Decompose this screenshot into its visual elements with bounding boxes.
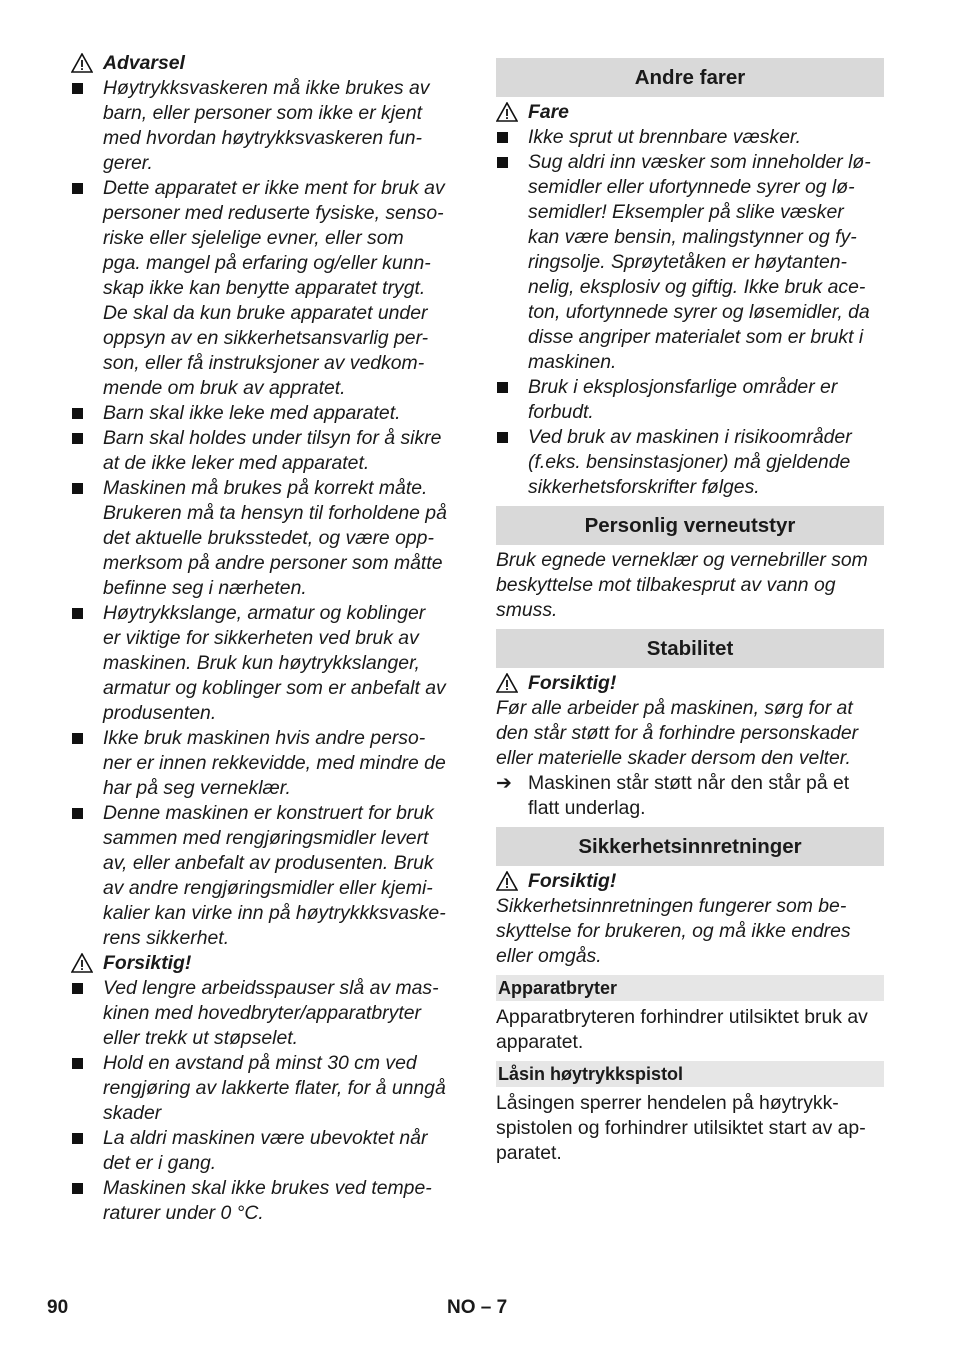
bullet-text (103, 601, 461, 726)
bullet-text (103, 976, 461, 1051)
bullet-text (103, 176, 461, 401)
bullet-item (71, 76, 461, 176)
warning-list (71, 76, 461, 951)
text-line: Høytrykksvaskeren må ikke brukes av (103, 77, 430, 99)
text-line: gerer. (103, 152, 153, 174)
warning-header (496, 100, 884, 125)
text-line: semidler eller ufortynnede syrer og lø- (528, 176, 855, 198)
text-line: maskinen. (528, 351, 617, 373)
square-bullet-icon (72, 983, 83, 994)
bullet-item (71, 801, 461, 951)
square-bullet-icon (72, 1058, 83, 1069)
warning-title: Fare (528, 101, 569, 123)
square-bullet-icon (72, 1133, 83, 1144)
text-line: befinne seg i nærheten. (103, 577, 307, 599)
bullet-item (71, 1176, 461, 1226)
square-bullet-icon (497, 157, 508, 168)
bullet-text (103, 726, 461, 801)
text-line: sikkerhetsforskrifter følges. (528, 476, 760, 498)
warning-header (71, 51, 461, 76)
text-line: rengjøring av lakkerte flater, for å unngå (103, 1077, 446, 1099)
bullet-item (496, 425, 884, 500)
text-line: pga. mangel på erfaring og/eller kunn- (103, 252, 431, 274)
text-line: rens sikkerhet. (103, 927, 230, 949)
bullet-item (71, 176, 461, 401)
bullet-text (103, 1051, 461, 1126)
warning-header (496, 671, 884, 696)
text-line: disse angriper materialet som er brukt i (528, 326, 864, 348)
text-line: det aktuelle bruksstedet, og være opp- (103, 527, 434, 549)
bullet-text (103, 1126, 461, 1176)
bullet-text (103, 1176, 461, 1226)
text-line: det er i gang. (103, 1152, 217, 1174)
text-line: den står støtt for å forhindre personskader (496, 722, 859, 744)
text-line: skyttelse for brukeren, og må ikke endres (496, 920, 851, 942)
text-line: Ikke bruk maskinen hvis andre perso- (103, 727, 426, 749)
square-bullet-icon (72, 608, 83, 619)
text-line: Bruk i eksplosjonsfarlige områder er (528, 376, 838, 398)
bullet-item (71, 426, 461, 476)
bullet-item (496, 375, 884, 425)
danger-list (496, 125, 884, 500)
text-line: Dette apparatet er ikke ment for bruk av (103, 177, 445, 199)
text-line: oppsyn av en sikkerhetsansvarlig per- (103, 327, 429, 349)
square-bullet-icon (72, 733, 83, 744)
paragraph (496, 1005, 884, 1055)
text-line: barn, eller personer som ikke er kjent (103, 102, 423, 124)
square-bullet-icon (72, 1183, 83, 1194)
text-line: sammen med rengjøringsmidler levert (103, 827, 429, 849)
text-line: Maskinen skal ikke brukes ved tempe- (103, 1177, 432, 1199)
right-column (496, 58, 884, 1166)
text-line: beskyttelse mot tilbakesprut av vann og (496, 574, 836, 596)
section-heading-stabilitet: Stabilitet (496, 629, 884, 668)
bullet-item (71, 601, 461, 726)
text-line: kinen med hovedbryter/apparatbryter (103, 1002, 421, 1024)
bullet-item (496, 125, 884, 150)
text-line: De skal da kun bruke apparatet under (103, 302, 428, 324)
text-line: at de ikke leker med apparatet. (103, 452, 370, 474)
bullet-text (103, 476, 461, 601)
warning-header (71, 951, 461, 976)
bullet-item (496, 150, 884, 375)
bullet-item (71, 401, 461, 426)
text-line: personer med reduserte fysiske, senso- (103, 202, 444, 224)
bullet-item (71, 1126, 461, 1176)
text-line: Maskinen må brukes på korrekt måte. (103, 477, 428, 499)
bullet-text (528, 150, 884, 375)
text-line: forbudt. (528, 401, 594, 423)
warning-triangle-icon (496, 871, 518, 891)
bullet-text (103, 801, 461, 951)
text-line: Barn skal ikke leke med apparatet. (103, 402, 401, 424)
text-line: flatt underlag. (528, 797, 646, 819)
bullet-text (103, 401, 461, 426)
section-label: NO – 7 (447, 1297, 508, 1318)
text-line: av, eller anbefalt av produsenten. Bruk (103, 852, 434, 874)
text-line: paratet. (496, 1142, 562, 1164)
caution-list (71, 976, 461, 1226)
square-bullet-icon (72, 183, 83, 194)
text-line: skader (103, 1102, 162, 1124)
text-line: Sikkerhetsinnretningen fungerer som be- (496, 895, 847, 917)
square-bullet-icon (72, 433, 83, 444)
paragraph (496, 1091, 884, 1166)
text-line: skap ikke kan benytte apparatet trygt. (103, 277, 426, 299)
square-bullet-icon (497, 382, 508, 393)
text-line: ner er innen rekkevidde, med mindre de (103, 752, 446, 774)
text-line: Ved bruk av maskinen i risikoområder (528, 426, 852, 448)
text-line: Denne maskinen er konstruert for bruk (103, 802, 434, 824)
text-line: eller omgås. (496, 945, 602, 967)
text-line: semidler! Eksempler på slike væsker (528, 201, 844, 223)
bullet-item (71, 976, 461, 1051)
text-line: med hvordan høytrykksvaskeren fun- (103, 127, 422, 149)
bullet-text (528, 425, 884, 500)
warning-title: Forsiktig! (528, 672, 617, 694)
text-line: apparatet. (496, 1031, 584, 1053)
text-line: kalier kan virke inn på høytrykkksvaske- (103, 902, 446, 924)
warning-triangle-icon (71, 953, 93, 973)
text-line: merksom på andre personer som måtte (103, 552, 443, 574)
text-line: Høytrykkslange, armatur og koblinger (103, 602, 426, 624)
text-line: (f.eks. bensinstasjoner) må gjeldende (528, 451, 851, 473)
warning-title: Advarsel (103, 52, 185, 74)
bullet-text (528, 125, 884, 150)
text-line: eller trekk ut støpselet. (103, 1027, 299, 1049)
text-line: er viktige for sikkerheten ved bruk av (103, 627, 419, 649)
text-line: har på seg verneklær. (103, 777, 291, 799)
text-line: Apparatbryteren forhindrer utilsiktet bruk av (496, 1006, 868, 1028)
arrow-item (496, 771, 884, 821)
text-line: produsenten. (103, 702, 217, 724)
text-line: Hold en avstand på minst 30 cm ved (103, 1052, 417, 1074)
bullet-text (103, 426, 461, 476)
text-line: mende om bruk av appratet. (103, 377, 346, 399)
text-line: ringsolje. Sprøytetåken er høytanten- (528, 251, 848, 273)
warning-triangle-icon (71, 53, 93, 73)
text-line: Barn skal holdes under tilsyn for å sikre (103, 427, 442, 449)
paragraph (496, 548, 884, 623)
square-bullet-icon (72, 808, 83, 819)
text-line: nelig, eksplosiv og giftig. Ikke bruk ace- (528, 276, 866, 298)
subheading-apparatbryter: Apparatbryter (496, 975, 884, 1001)
section-heading-andre-farer: Andre farer (496, 58, 884, 97)
text-line: smuss. (496, 599, 558, 621)
bullet-item (71, 476, 461, 601)
square-bullet-icon (72, 483, 83, 494)
bullet-item (71, 1051, 461, 1126)
text-line: av andre rengjøringsmidler eller kjemi- (103, 877, 433, 899)
page-number: 90 (47, 1297, 69, 1318)
warning-title: Forsiktig! (103, 952, 192, 974)
text-line: eller materielle skader dersom den velter. (496, 747, 851, 769)
text-line: spistolen og forhindrer utilsiktet start av ap- (496, 1117, 866, 1139)
text-line: Før alle arbeider på maskinen, sørg for at (496, 697, 853, 719)
left-column (71, 51, 461, 1226)
section-heading-personlig: Personlig verneutstyr (496, 506, 884, 545)
text-line: raturer under 0 °C. (103, 1202, 264, 1224)
text-line: armatur og koblinger som er anbefalt av (103, 677, 446, 699)
text-line: maskinen. Bruk kun høytrykkslanger, (103, 652, 420, 674)
text-line: Ved lengre arbeidsspauser slå av mas- (103, 977, 439, 999)
text-line: kan være bensin, malingstynner og fy- (528, 226, 857, 248)
square-bullet-icon (72, 408, 83, 419)
warning-header (496, 869, 884, 894)
text-line: Brukeren må ta hensyn til forholdene på (103, 502, 447, 524)
bullet-item (71, 726, 461, 801)
square-bullet-icon (72, 83, 83, 94)
text-line: riske eller sjelelige evner, eller som (103, 227, 404, 249)
warning-title: Forsiktig! (528, 870, 617, 892)
bullet-text (528, 375, 884, 425)
text-line: son, eller få instruksjoner av vedkom- (103, 352, 425, 374)
text-line: Låsingen sperrer hendelen på høytrykk- (496, 1092, 839, 1114)
subheading-lasin: Låsin høytrykkspistol (496, 1061, 884, 1087)
text-line: Maskinen står støtt når den står på et (528, 772, 850, 794)
text-line: ton, ufortynnede syrer og løsemidler, da (528, 301, 870, 323)
text-line: Bruk egnede verneklær og vernebriller som (496, 549, 868, 571)
text-line: Ikke sprut ut brennbare væsker. (528, 126, 802, 148)
warning-triangle-icon (496, 673, 518, 693)
square-bullet-icon (497, 132, 508, 143)
text-line: Sug aldri inn væsker som inneholder lø- (528, 151, 871, 173)
warning-triangle-icon (496, 102, 518, 122)
square-bullet-icon (497, 432, 508, 443)
paragraph (496, 696, 884, 771)
text-line: La aldri maskinen være ubevoktet når (103, 1127, 428, 1149)
arrow-right-icon: ➔ (496, 773, 512, 794)
arrow-item-text (528, 771, 884, 821)
section-heading-sikkerhet: Sikkerhetsinnretninger (496, 827, 884, 866)
bullet-text (103, 76, 461, 176)
paragraph (496, 894, 884, 969)
